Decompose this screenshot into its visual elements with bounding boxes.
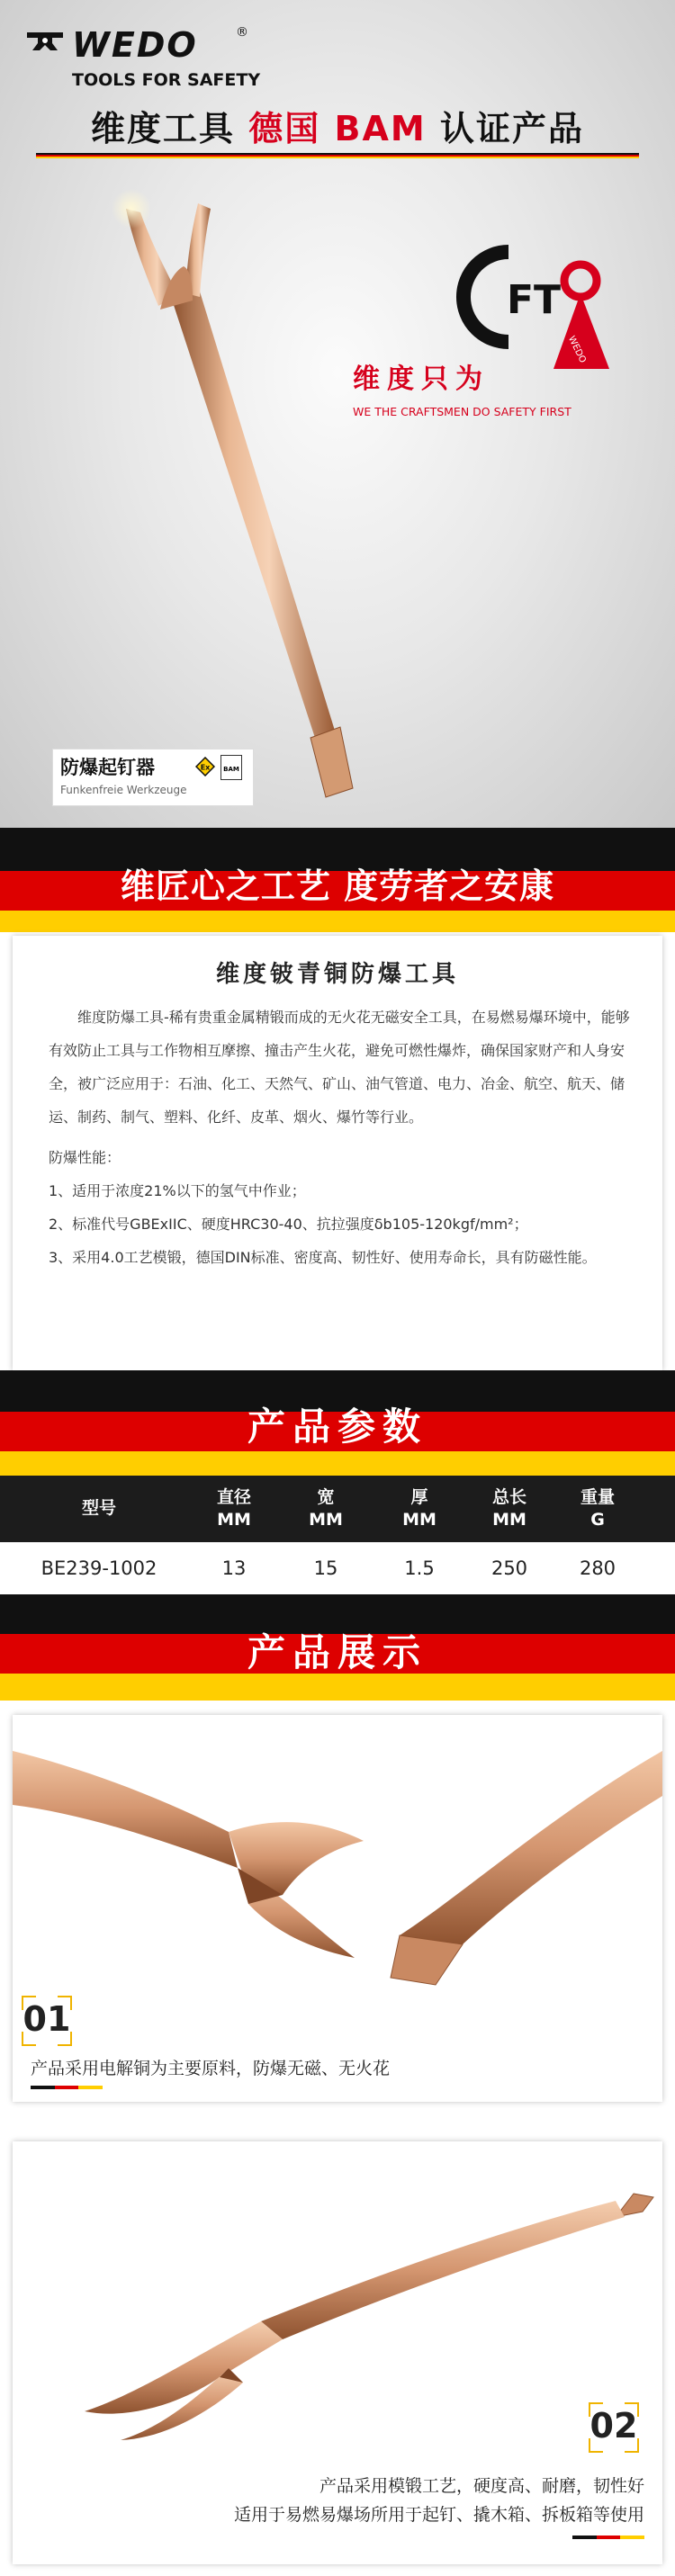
spec-col-thickness: 厚 MM [402,1487,436,1530]
spec-diameter: 13 [221,1557,247,1579]
spec-weight: 280 [579,1557,616,1579]
full-tool-side-view-illustration [13,2141,662,2447]
showcase-caption-2-line2: 适用于易燃易爆场所用于起钉、撬木箱、拆板箱等使用 [233,2505,644,2525]
ex-explosion-proof-icon [195,757,215,776]
nail-puller-tool-illustration [0,0,675,828]
params-title: 产品参数 [247,1405,428,1449]
ex-label: Ex [200,763,211,772]
showcase-caption-1: 产品采用电解铜为主要原料，防爆无磁、无火花 [31,2059,391,2078]
spec-model: BE239-1002 [40,1557,158,1579]
intro-paragraph: 维度防爆工具-稀有贵重金属精锻而成的无火花无磁安全工具，在易燃易爆环境中，能够有效防止工具与工作物相互摩擦、撞击产生火花，避免可燃性爆炸，确保国家财产和人身安全，被广泛应用于：石油、化工、天然气、矿山、油气管道、电力、冶金、航空、航天、储运、制药、制气、塑料、化纤、皮革、烟火、爆竹等行业。 [49,1009,630,1126]
badge-letters: FT [507,277,562,323]
spec-col-model: 型号 [81,1498,116,1518]
perf-heading: 防爆性能： [49,1149,122,1166]
bam-certification-icon: BAM [220,755,242,780]
hero-title-part2: 德国 BAM [248,109,427,148]
spec-col-weight: 重量 G [580,1487,615,1530]
spec-thickness: 1.5 [404,1557,435,1579]
showcase-caption-2-line1: 产品采用模锻工艺，硬度高、耐磨，韧性好 [319,2476,644,2496]
intro-body [49,1001,632,1274]
showcase-card-1 [13,1715,662,2102]
motto-text: 维匠心之工艺 度劳者之安康 [120,866,555,906]
registered-mark: ® [236,25,248,40]
spec-col-length: 总长 MM [491,1487,526,1530]
intro-title: 维度铍青铜防爆工具 [215,961,459,988]
intro-card [13,936,662,1370]
spec-col-width: 宽 MM [309,1487,343,1530]
claw-and-blade-closeup-illustration [13,1715,662,2021]
spec-length: 250 [490,1557,528,1579]
brand-name: WEDO [72,25,198,65]
spec-table-row [0,1542,675,1595]
badge-brand: WEDO [565,334,588,365]
motto-banner [0,828,675,932]
spec-table-header [0,1476,675,1542]
product-name: 防爆起钉器 [60,757,155,778]
perf-item: 3、采用4.0工艺模锻，德国DIN标准、密度高、韧性好、使用寿命长，具有防磁性能。 [49,1249,597,1266]
brand-tagline: TOOLS FOR SAFETY [72,70,261,90]
spec-width: 15 [313,1557,338,1579]
perf-item: 2、标准代号GBExIIC、硬度HRC30-40、抗拉强度δb105-120kgf/mm²； [49,1216,528,1233]
mini-flag-line [31,2086,103,2089]
number-badge-02: 02 [589,2402,639,2453]
slogan-en: WE THE CRAFTSMEN DO SAFETY FIRST [353,405,572,418]
showcase-card-2 [13,2141,662,2564]
showcase-title: 产品展示 [247,1630,428,1674]
perf-item: 1、适用于浓度21%以下的氢气中作业； [49,1182,306,1199]
hero-title-part3: 认证产品 [439,109,584,148]
number-badge-01: 01 [22,1996,72,2046]
slogan-cn: 维度只为 [353,364,490,395]
params-banner [0,1370,675,1476]
product-name-tag [52,749,254,806]
hero-section [0,0,675,828]
showcase-banner [0,1594,675,1701]
mini-flag-line [572,2536,644,2539]
product-subtitle-de: Funkenfreie Werkzeuge [60,784,187,796]
spec-col-diameter: 直径 MM [216,1487,251,1530]
hero-title-part1: 维度工具 [91,109,236,148]
